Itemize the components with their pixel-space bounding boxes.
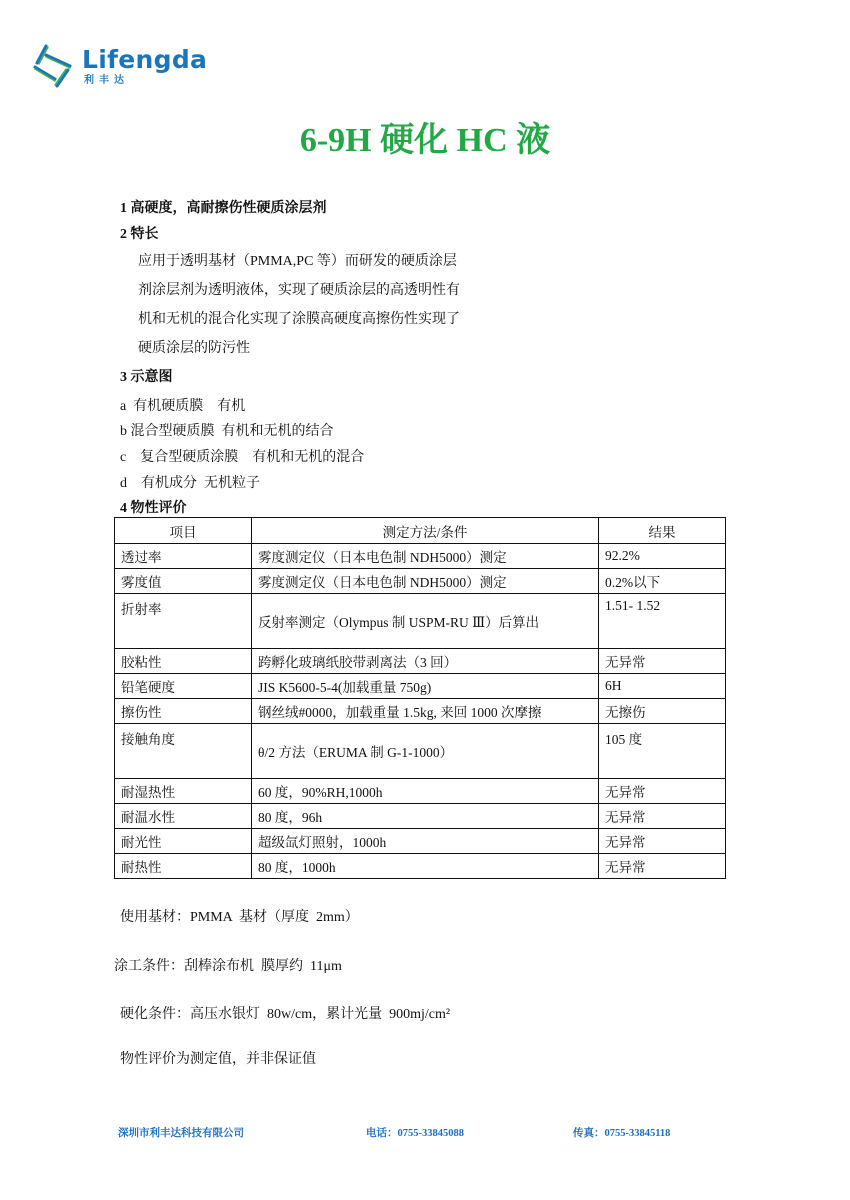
row-result: 无异常 (599, 649, 726, 674)
property-table (114, 517, 726, 879)
row-result: 1.51- 1.52 (599, 594, 726, 649)
row-item: 耐热性 (115, 854, 252, 879)
logo-chinese-text: 利丰达 (84, 75, 129, 86)
footer-phone: 电话：0755-33845088 (366, 1128, 464, 1139)
row-method: JIS K5600-5-4(加载重量 750g) (252, 674, 599, 699)
row-result: 105 度 (599, 724, 726, 779)
table-header-row (115, 518, 726, 544)
curing-note: 硬化条件：高压水银灯 80w/cm，累计光量 900mj/cm² (120, 1007, 451, 1022)
row-method: 80 度，96h (252, 804, 599, 829)
section-1-heading: 1 高硬度，高耐擦伤性硬质涂层剂 (120, 201, 327, 216)
logo-mark-icon (32, 42, 80, 88)
table-row (115, 854, 726, 879)
row-method: 跨孵化玻璃纸胶带剥离法（3 回） (252, 649, 599, 674)
logo-text: Lifengda (82, 45, 208, 74)
row-result: 0.2%以下 (599, 569, 726, 594)
row-method: 雾度测定仪（日本电色制 NDH5000）测定 (252, 544, 599, 569)
row-method: 80 度，1000h (252, 854, 599, 879)
table-row (115, 804, 726, 829)
section-2-heading: 2 特长 (120, 227, 159, 242)
diagram-item-d: d 有机成分 无机粒子 (120, 476, 260, 491)
row-item: 雾度值 (115, 569, 252, 594)
table-row (115, 649, 726, 674)
section-4-heading: 4 物性评价 (120, 501, 187, 516)
row-item: 透过率 (115, 544, 252, 569)
row-method: θ/2 方法（ERUMA 制 G-1-1000） (252, 724, 599, 779)
footer-fax: 传真：0755-33845118 (573, 1128, 671, 1139)
feature-line-4: 硬质涂层的防污性 (138, 341, 250, 356)
row-item: 耐湿热性 (115, 779, 252, 804)
row-method: 雾度测定仪（日本电色制 NDH5000）测定 (252, 569, 599, 594)
row-item: 擦伤性 (115, 699, 252, 724)
table-row (115, 779, 726, 804)
row-item: 耐温水性 (115, 804, 252, 829)
header-result: 结果 (599, 518, 726, 544)
table-row (115, 544, 726, 569)
diagram-item-c: c 复合型硬质涂膜 有机和无机的混合 (120, 450, 365, 465)
table-row (115, 594, 726, 649)
diagram-item-a: a 有机硬质膜 有机 (120, 399, 246, 414)
section-3-heading: 3 示意图 (120, 370, 173, 385)
feature-line-3: 机和无机的混合化实现了涂膜高硬度高擦伤性实现了 (138, 312, 460, 327)
row-result: 6H (599, 674, 726, 699)
disclaimer-note: 物性评价为测定值，并非保证值 (120, 1052, 316, 1067)
table-row (115, 829, 726, 854)
row-result: 无异常 (599, 779, 726, 804)
diagram-item-b: b 混合型硬质膜 有机和无机的结合 (120, 424, 334, 439)
feature-line-1: 应用于透明基材（PMMA,PC 等）而研发的硬质涂层 (138, 254, 457, 269)
row-item: 铅笔硬度 (115, 674, 252, 699)
row-result: 无异常 (599, 854, 726, 879)
row-result: 92.2% (599, 544, 726, 569)
row-result: 无异常 (599, 804, 726, 829)
row-item: 折射率 (115, 594, 252, 649)
table-row (115, 569, 726, 594)
company-logo (32, 40, 208, 90)
row-result: 无异常 (599, 829, 726, 854)
row-method: 60 度，90%RH,1000h (252, 779, 599, 804)
header-method: 测定方法/条件 (252, 518, 599, 544)
header-item: 项目 (115, 518, 252, 544)
footer-company: 深圳市利丰达科技有限公司 (118, 1128, 244, 1139)
row-item: 耐光性 (115, 829, 252, 854)
row-item: 接触角度 (115, 724, 252, 779)
feature-line-2: 剂涂层剂为透明液体，实现了硬质涂层的高透明性有 (138, 283, 460, 298)
table-row (115, 699, 726, 724)
row-item: 胶粘性 (115, 649, 252, 674)
coating-note: 涂工条件：刮棒涂布机 膜厚约 11μm (114, 959, 342, 974)
row-method: 钢丝绒#0000，加载重量 1.5kg, 来回 1000 次摩擦 (252, 699, 599, 724)
row-result: 无擦伤 (599, 699, 726, 724)
document-title: 6-9H 硬化 HC 液 (299, 122, 551, 159)
row-method: 反射率测定（Olympus 制 USPM-RU Ⅲ）后算出 (252, 594, 599, 649)
row-method: 超级氙灯照射，1000h (252, 829, 599, 854)
substrate-note: 使用基材：PMMA 基材（厚度 2mm） (120, 910, 359, 925)
table-row (115, 674, 726, 699)
table-row (115, 724, 726, 779)
